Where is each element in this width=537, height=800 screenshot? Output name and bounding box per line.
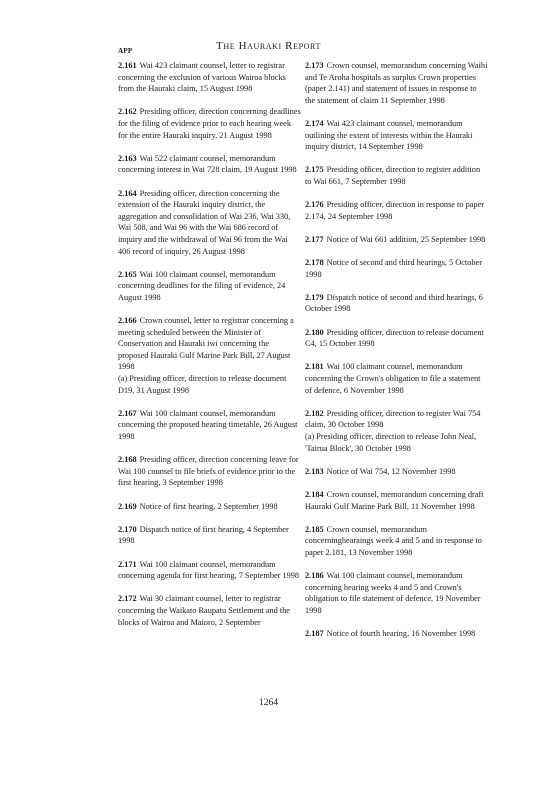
document-entry	[305, 466, 488, 478]
entry-text: Wai 100 claimant counsel, memorandum concerning agenda for first hearing, 7 September 1998	[118, 559, 300, 581]
entry-number: 2.178	[305, 258, 324, 268]
entry-text: Dispatch notice of first hearing, 4 September 1998	[118, 524, 289, 546]
entry-number: 2.182	[305, 408, 324, 418]
entry-text: Notice of first hearing, 2 September 1998	[139, 501, 278, 511]
document-entry	[305, 524, 488, 559]
document-entry	[118, 524, 301, 547]
entry-text: Wai 100 claimant counsel, memorandum concerning deadlines for the filing of evidence, 24 August 1998	[118, 269, 286, 302]
document-entry	[118, 106, 301, 141]
entry-number: 2.181	[305, 362, 324, 372]
document-entry	[305, 361, 488, 396]
entry-number: 2.176	[305, 200, 324, 210]
entry-number: 2.161	[118, 61, 137, 70]
entry-number: 2.163	[118, 153, 137, 163]
entry-number: 2.169	[118, 501, 137, 511]
entry-text: Wai 522 claimant counsel, memorandum concerning interest in Wai 728 claim, 19 August 1998	[118, 153, 297, 175]
document-entry	[118, 593, 301, 628]
entry-number: 2.183	[305, 466, 324, 476]
section-tag: APP	[118, 47, 133, 55]
entry-number: 2.187	[305, 629, 324, 639]
entry-number: 2.172	[118, 594, 137, 604]
entry-text: Wai 423 claimant counsel, letter to registrar concerning the exclusion of various Wairoa blocks from the Hauraki claim, 15 August 1998	[118, 61, 286, 94]
entry-number: 2.185	[305, 524, 324, 534]
document-entry	[305, 118, 488, 153]
document-entry	[118, 153, 301, 176]
document-entry	[305, 60, 488, 106]
entry-number: 2.167	[118, 408, 137, 418]
entry-number: 2.171	[118, 559, 137, 569]
entry-number: 2.162	[118, 107, 137, 117]
entry-number: 2.180	[305, 327, 324, 337]
page-number: 1264	[259, 698, 278, 708]
document-entry	[118, 188, 301, 258]
entry-text: Presiding officer, direction concerning deadlines for the filing of evidence prior to each hearing week for the entire Hauraki inquiry, 21 August 1998	[118, 107, 301, 140]
entry-text: Wai 100 claimant counsel, memorandum concerning the proposed hearing timetable, 26 August 1998	[118, 408, 298, 441]
entry-number: 2.170	[118, 524, 137, 534]
entry-number: 2.168	[118, 455, 137, 465]
document-entry	[305, 327, 488, 350]
entry-number: 2.175	[305, 165, 324, 175]
document-entry	[118, 60, 301, 95]
entry-text: Presiding officer, direction in response to paper 2.174, 24 September 1998	[305, 200, 485, 221]
entry-number: 2.184	[305, 489, 324, 499]
document-entry	[118, 408, 301, 443]
entry-text: Wai 100 claimant counsel, memorandum concerning hearing weeks 4 and 5 and Crown's obligation to file statement of defence, 19 November 1998	[305, 571, 481, 615]
document-entry	[305, 408, 488, 454]
entry-subitem: (a) Presiding officer, direction to release document D19, 31 August 1998	[118, 374, 287, 395]
document-entry	[118, 501, 301, 513]
entry-text: Notice of Wai 754, 12 November 1998	[326, 466, 456, 476]
entry-text: Notice of second and third hearings, 5 October 1998	[305, 258, 482, 279]
entry-number: 2.179	[305, 292, 324, 302]
entry-number: 2.177	[305, 234, 324, 244]
entry-subitem: (a) Presiding officer, direction to release John Neal, 'Tairua Block', 30 October 1998	[305, 432, 477, 453]
document-entry	[118, 315, 301, 396]
document-entry	[305, 628, 488, 640]
entry-number: 2.186	[305, 571, 324, 581]
entry-text: Notice of fourth hearing, 16 November 1998	[326, 629, 476, 639]
entry-text: Crown counsel, letter to registrar concerning a meeting scheduled between the Minister of Conservation and Hauraki iwi concerning the proposed Hauraki Gulf Marine Park Bill, 27 August 1998	[118, 316, 294, 372]
entry-text: Crown counsel, memorandum concerning draft Hauraki Gulf Marine Park Bill, 11 November 1998	[305, 489, 484, 511]
entry-text: Dispatch notice of second and third hearings, 6 October 1998	[305, 292, 483, 314]
document-entry	[118, 269, 301, 304]
document-entry	[118, 559, 301, 582]
entry-text: Notice of Wai 661 addition, 25 September 1998	[326, 234, 486, 244]
entry-number: 2.165	[118, 269, 137, 279]
document-entry	[118, 454, 301, 489]
entry-text: Presiding officer, direction to release document C4, 15 October 1998	[305, 327, 484, 349]
entry-number: 2.174	[305, 118, 324, 128]
right-column	[305, 60, 488, 651]
document-entry	[305, 199, 488, 222]
entry-text: Wai 423 claimant counsel, memorandum outlining the extent of interests within the Hauraki inquiry district, 14 September 1998	[305, 118, 473, 152]
entry-text: Crown counsel, memorandum concerninghearaings week 4 and 5 and in response to paper 2.181, 13 November 1998	[305, 524, 482, 557]
document-entry	[305, 257, 488, 280]
page-title: The Hauraki Report	[216, 40, 321, 52]
entry-text: Crown counsel, memorandum concerning Waihi and Te Aroha hospitals as surplus Crown properties (paper 2.141) and statement of issues in response to the statement of claim 11 September 1998	[305, 61, 488, 105]
document-entry	[305, 292, 488, 315]
document-entry	[305, 489, 488, 512]
document-entry	[305, 570, 488, 616]
entry-text: Presiding officer, direction to register Wai 754 claim, 30 October 1998	[305, 408, 481, 430]
left-column	[118, 60, 301, 640]
entry-text: Presiding officer, direction concerning leave for Wai 100 counsel to file briefs of evidence prior to the first hearing, 3 September 1998	[118, 455, 299, 488]
entry-text: Presiding officer, direction to register addition to Wai 661, 7 September 1998	[305, 165, 481, 186]
entry-text: Wai 30 claimant counsel, letter to registrar concerning the Waikato Raupatu Settlement and the blocks of Wairoa and Maioro, 2 September	[118, 594, 290, 627]
entry-text: Wai 100 claimant counsel, memorandum concerning the Crown's obligation to file a statement of defence, 6 November 1998	[305, 362, 481, 395]
document-entry	[305, 164, 488, 187]
entry-number: 2.166	[118, 316, 137, 326]
entry-number: 2.173	[305, 61, 324, 70]
entry-number: 2.164	[118, 188, 137, 198]
document-entry	[305, 234, 488, 246]
entry-text: Presiding officer, direction concerning the extension of the Hauraki inquiry district, the aggregation and consolidation of Wai 236, Wai 330, Wai 508, and Wai 96 with the Wai 686 record of inquiry and the withdrawal of Wai 96 from the Wai 406 record of inquiry, 26 August 1998	[118, 188, 291, 256]
